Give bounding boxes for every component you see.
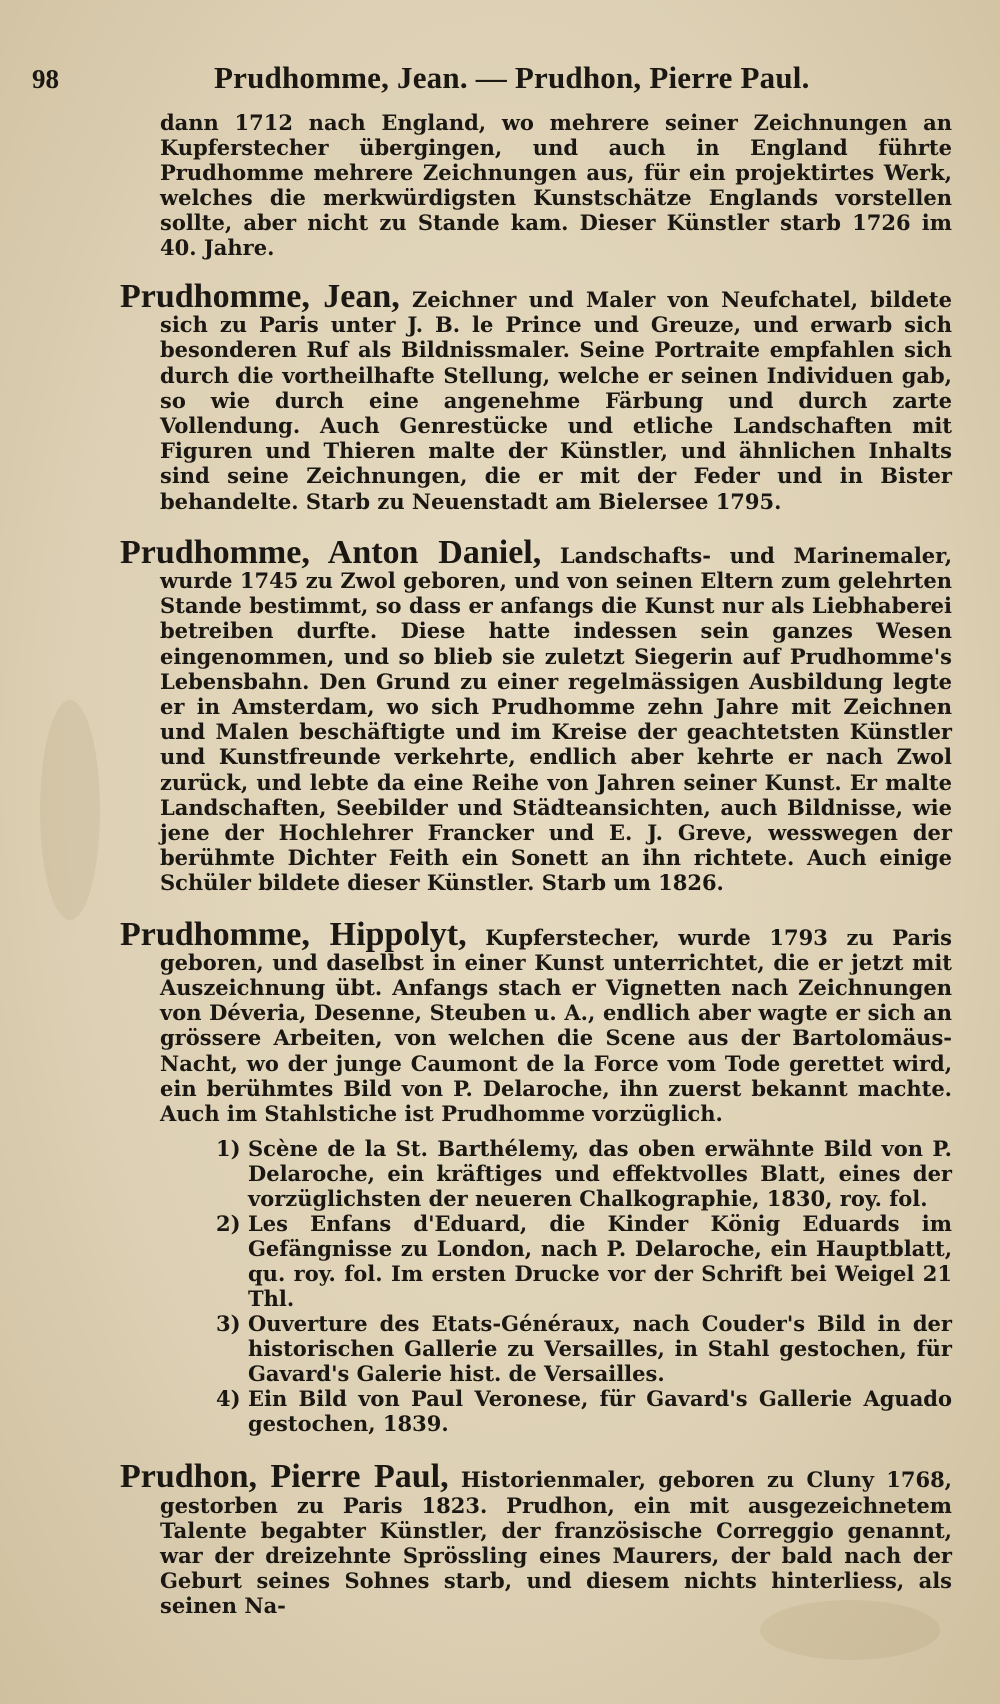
entry-prudhomme-anton-daniel [120, 533, 952, 896]
entry-name: Prudhomme, Jean, [120, 278, 400, 315]
entry-prudhon-pierre-paul [120, 1458, 952, 1619]
paper-stain [40, 700, 100, 920]
entry-text: Kupferstecher, wurde 1793 zu Paris geboren, und daselbst in einer Kunst unterrichtet, die er jetzt mit Auszeichnung übt. Anfangs stach er Vignetten nach Zeichnungen von Déveria, Desenne, Steuben u. A., endlich aber wagte er sich an grössere Arbeiten, von welchen die Scene aus der Bartolomäus-Nacht, wo der junge Caumont de la Force vom Tode gerettet wird, ein berühmtes Bild von P. Delaroche, ihn zuerst bekannt machte. Auch im Stahlstiche ist Prudhomme vorzüglich. [160, 924, 953, 1127]
list-item [216, 1311, 952, 1386]
page-number: 98 [32, 64, 59, 94]
entry-name: Prudhomme, Anton Daniel, [120, 533, 542, 571]
work-number: 4) [216, 1386, 241, 1412]
work-text: Scène de la St. Barthélemy, das oben erwähnte Bild von P. Delaroche, ein kräftiges und effektvolles Blatt, eines der vorzüglichsten der neueren Chalkographie, 1830, roy. fol. [248, 1136, 952, 1212]
entry-name: Prudhomme, Hippolyt, [120, 915, 467, 953]
continuation-paragraph: dann 1712 nach England, wo mehrere seiner Zeichnungen an Kupferstecher übergingen, und auch in England führte Prudhomme mehrere Zeichnungen aus, für ein projektirtes Werk, welches die merkwürdigsten Kunstschätze Englands vorstellen sollte, aber nicht zu Stande kam. Dieser Künstler starb 1726 im 40. Jahre. [160, 110, 952, 260]
list-item [216, 1211, 952, 1311]
entry-text: Zeichner und Maler von Neufchatel, bildete sich zu Paris unter J. B. le Prince und Greuze, und erwarb sich besonderen Ruf als Bildnissmaler. Seine Portraite empfahlen sich durch die vortheilhafte Stellung, welche er seinen Individuen gab, so wie durch eine angenehme Färbung und durch zarte Vollendung. Auch Genrestücke und etliche Landschaften mit Figuren und Thieren malte der Künstler, und ähnlichen Inhalts sind seine Zeichnungen, die er mit der Feder und in Bister behandelte. Starb zu Neuenstadt am Bielersee 1795. [160, 287, 952, 514]
work-number: 1) [216, 1136, 241, 1162]
work-number: 2) [216, 1211, 241, 1237]
list-item [216, 1386, 952, 1436]
list-item [216, 1136, 952, 1211]
running-head: Prudhomme, Jean. — Prudhon, Pierre Paul. [214, 60, 810, 95]
entry-text: Landschafts- und Marinemaler, wurde 1745 zu Zwol geboren, und von seinen Eltern zum gelehrten Stande bestimmt, so dass er anfangs die Kunst nur als Liebhaberei betreiben durfte. Diese hatte indessen sein ganzes Wesen eingenommen, und so blieb sie zuletzt Siegerin auf Prudhomme's Lebensbahn. Den Grund zu einer regelmässigen Ausbildung legte er in Amsterdam, wo sich Prudhomme zehn Jahre mit Zeichnen und Malen beschäftigte und im Kreise der geachtetsten Künstler und Kunstfreunde verkehrte, endlich aber kehrte er nach Zwol zurück, und lebte da eine Reihe von Jahren seiner Kunst. Er malte Landschaften, Seebilder und Städteansichten, auch Bildnisse, wie jene der Hochlehrer Francker und E. J. Greve, wesswegen der berühmte Dichter Feith ein Sonett an ihn richtete. Auch einige Schüler bildete dieser Künstler. Starb um 1826. [160, 542, 952, 896]
entry-prudhomme-hippolyt [120, 915, 953, 1127]
page-header [32, 60, 960, 100]
entry-prudhomme-jean [120, 278, 952, 514]
works-list [216, 1136, 952, 1436]
work-text: Ein Bild von Paul Veronese, für Gavard's Gallerie Aguado gestochen, 1839. [248, 1386, 952, 1437]
work-number: 3) [216, 1311, 241, 1337]
entry-name: Prudhon, Pierre Paul, [120, 1458, 449, 1496]
work-text: Les Enfans d'Eduard, die Kinder König Eduards im Gefängnisse zu London, nach P. Delaroche, ein Hauptblatt, qu. roy. fol. Im ersten Drucke vor der Schrift bei Weigel 21 Thl. [248, 1211, 952, 1312]
entry-text: Historienmaler, geboren zu Cluny 1768, gestorben zu Paris 1823. Prudhon, ein mit ausgezeichnetem Talente begabter Künstler, der französische Correggio genannt, war der dreizehnte Sprössling eines Maurers, der bald nach der Geburt seines Sohnes starb, und diesem nichts hinterliess, als seinen Na- [160, 1467, 952, 1619]
work-text: Ouverture des Etats-Généraux, nach Couder's Bild in der historischen Gallerie zu Versailles, in Stahl gestochen, für Gavard's Galerie hist. de Versailles. [248, 1311, 952, 1387]
page-content [120, 110, 952, 1645]
